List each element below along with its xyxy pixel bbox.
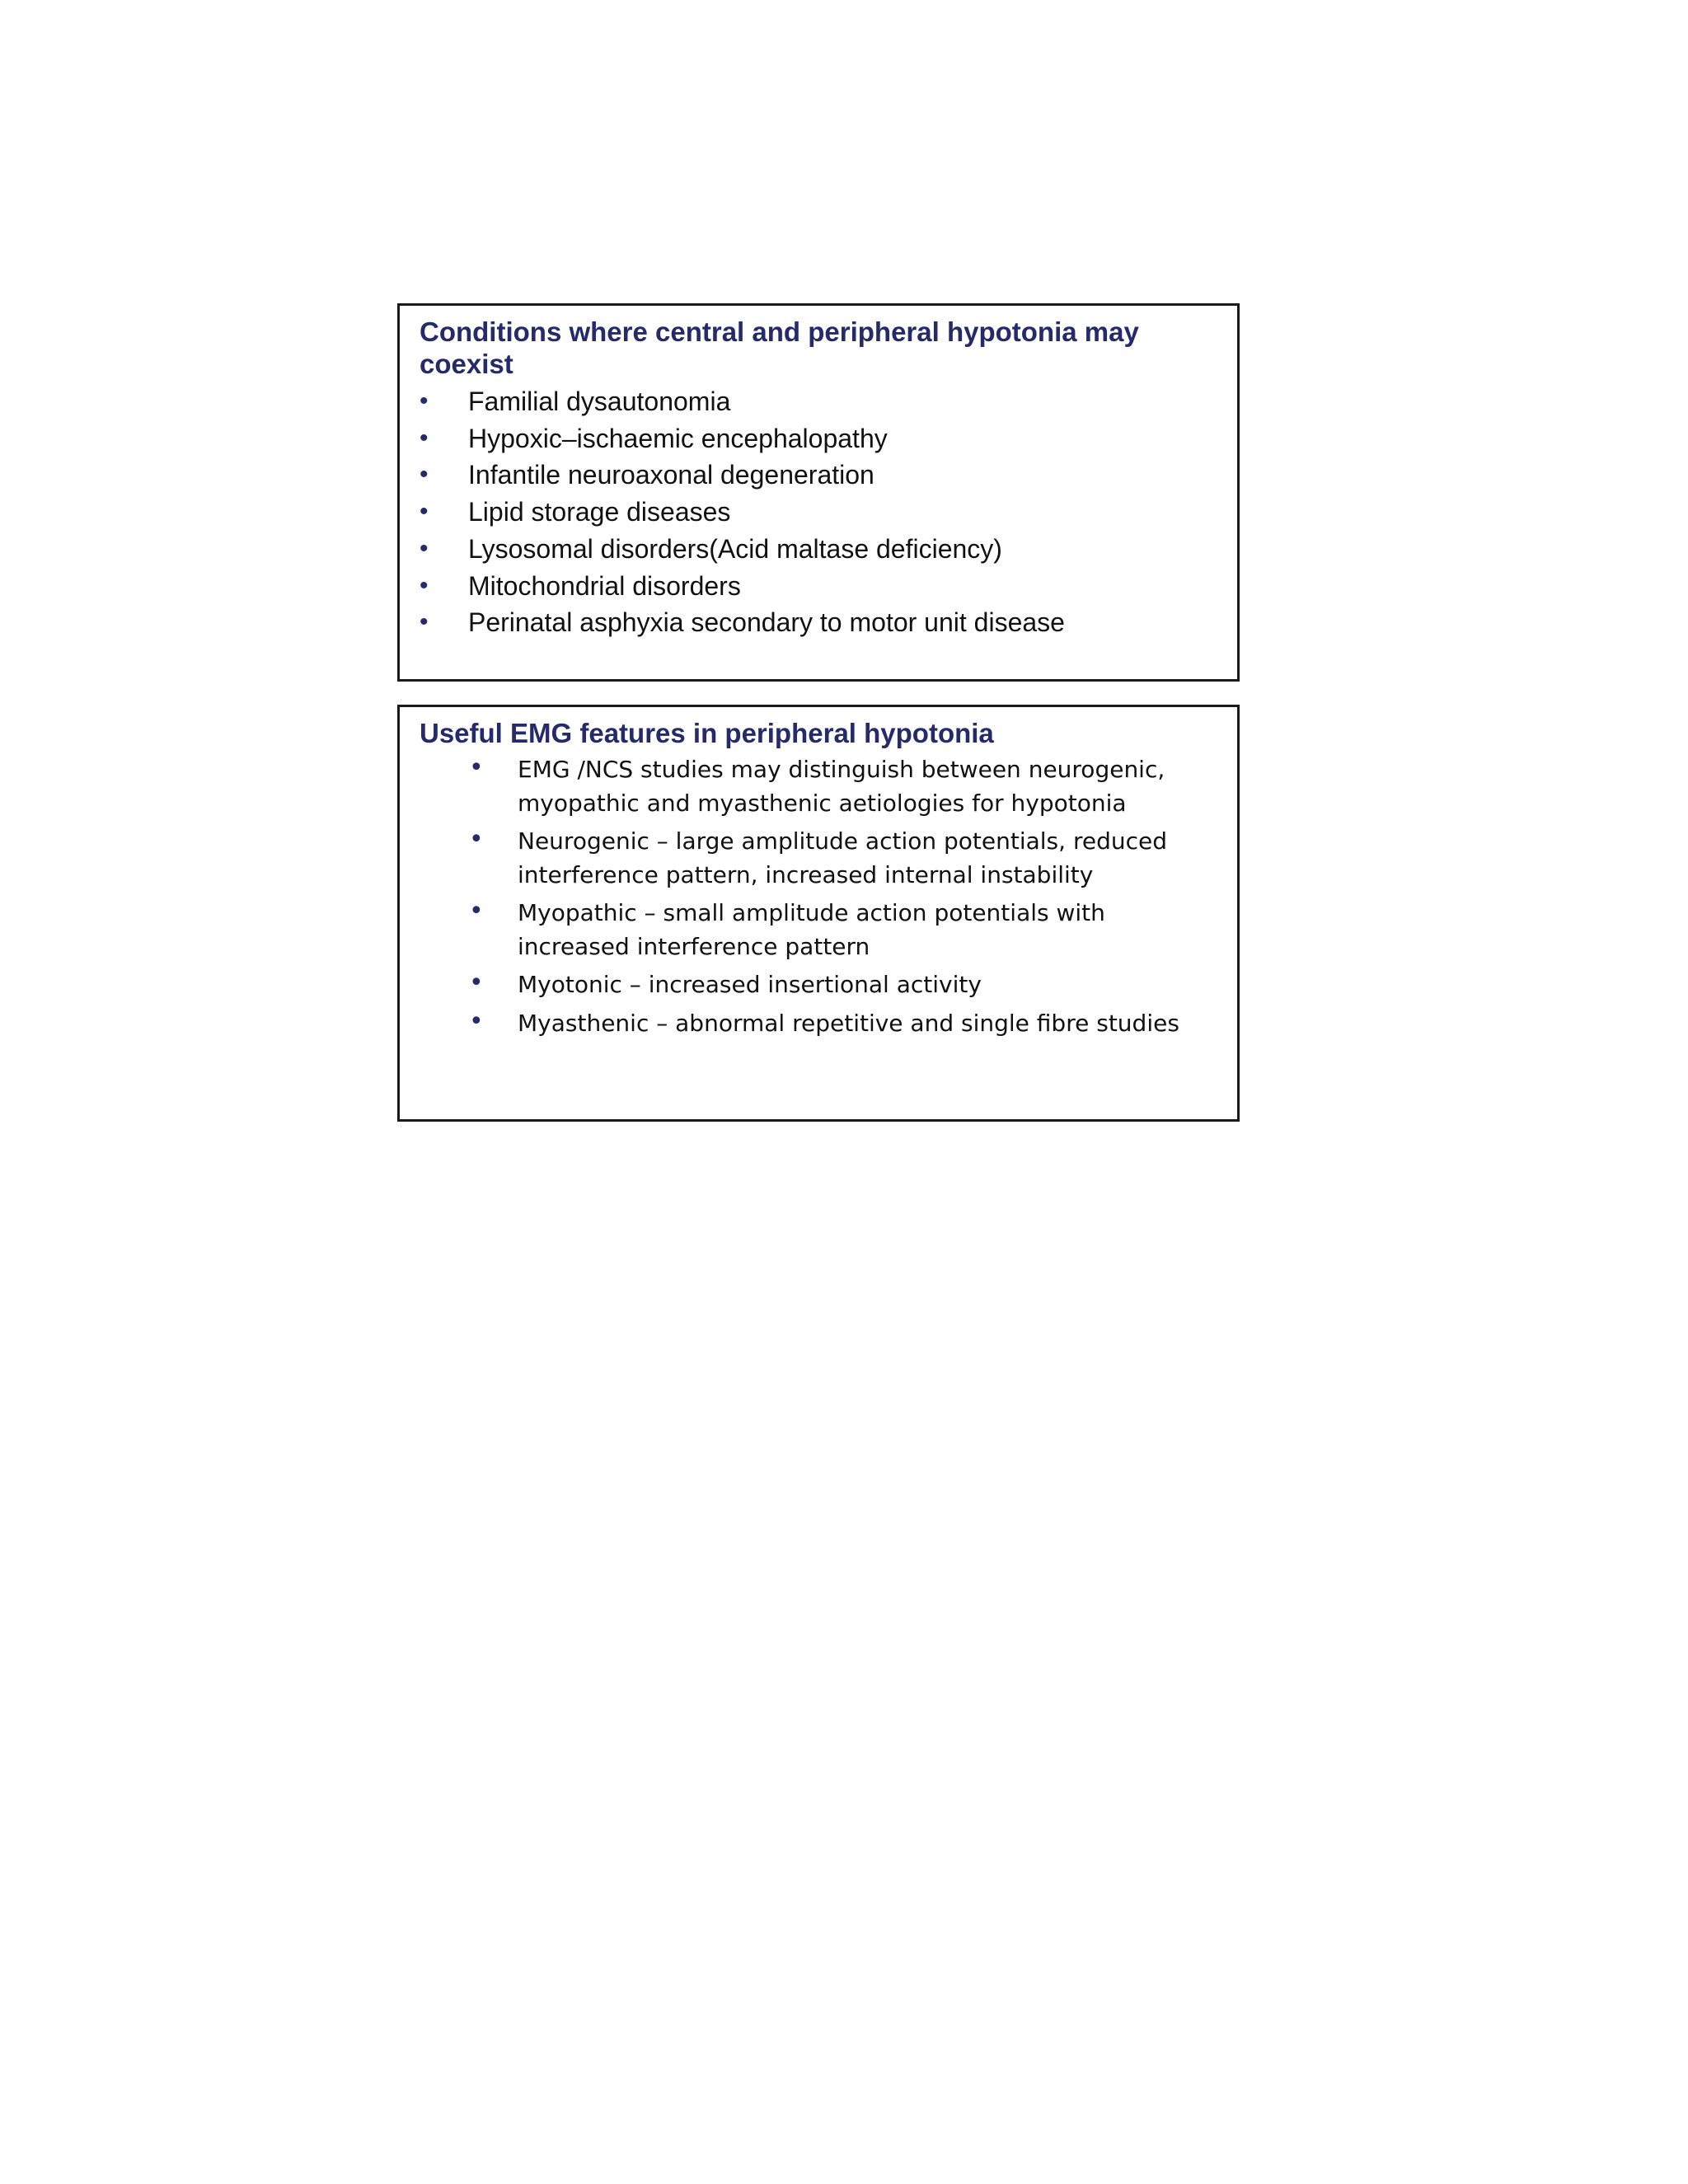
emg-features-box — [397, 705, 1240, 1122]
list-item: • Mitochondrial disorders — [420, 568, 1221, 605]
bullet-icon: • — [420, 461, 429, 489]
list-item: • Myasthenic – abnormal repetitive and single fibre studies — [469, 1007, 1217, 1041]
list-item: • EMG /NCS studies may distinguish between neurogenic, myopathic and myasthenic aetiologies for hypotonia — [469, 753, 1165, 817]
list-item: • Perinatal asphyxia secondary to motor unit disease — [420, 604, 1221, 641]
coexist-conditions-box — [397, 303, 1240, 682]
bullet-icon: • — [420, 498, 429, 526]
list-item: • Myopathic – small amplitude action potentials with increased interference pattern — [469, 897, 1105, 960]
coexist-conditions-list — [420, 383, 1221, 641]
bullet-icon: • — [420, 424, 429, 452]
emg-features-list — [469, 753, 1217, 1045]
bullet-icon: • — [469, 968, 484, 997]
list-item: • Lysosomal disorders(Acid maltase deficiency) — [420, 531, 1221, 568]
list-item: • Lipid storage diseases — [420, 494, 1221, 531]
bullet-icon: • — [469, 897, 484, 926]
list-item: • Infantile neuroaxonal degeneration — [420, 457, 1221, 494]
bullet-icon: • — [420, 608, 429, 636]
bullet-icon: • — [420, 534, 429, 562]
list-item: • Familial dysautonomia — [420, 383, 1221, 420]
list-item: • Hypoxic–ischaemic encephalopathy — [420, 420, 1221, 457]
bullet-icon: • — [469, 1006, 484, 1036]
bullet-icon: • — [469, 753, 484, 782]
coexist-conditions-title: Conditions where central and peripheral hypotonia may coexist — [420, 316, 1139, 379]
list-item: • Myotonic – increased insertional activity — [469, 968, 1217, 1002]
bullet-icon: • — [420, 387, 429, 415]
emg-features-title: Useful EMG features in peripheral hypotonia — [420, 718, 994, 748]
bullet-icon: • — [420, 571, 429, 599]
list-item: • Neurogenic – large amplitude action potentials, reduced interference pattern, increased internal instability — [469, 825, 1167, 888]
bullet-icon: • — [469, 825, 484, 854]
